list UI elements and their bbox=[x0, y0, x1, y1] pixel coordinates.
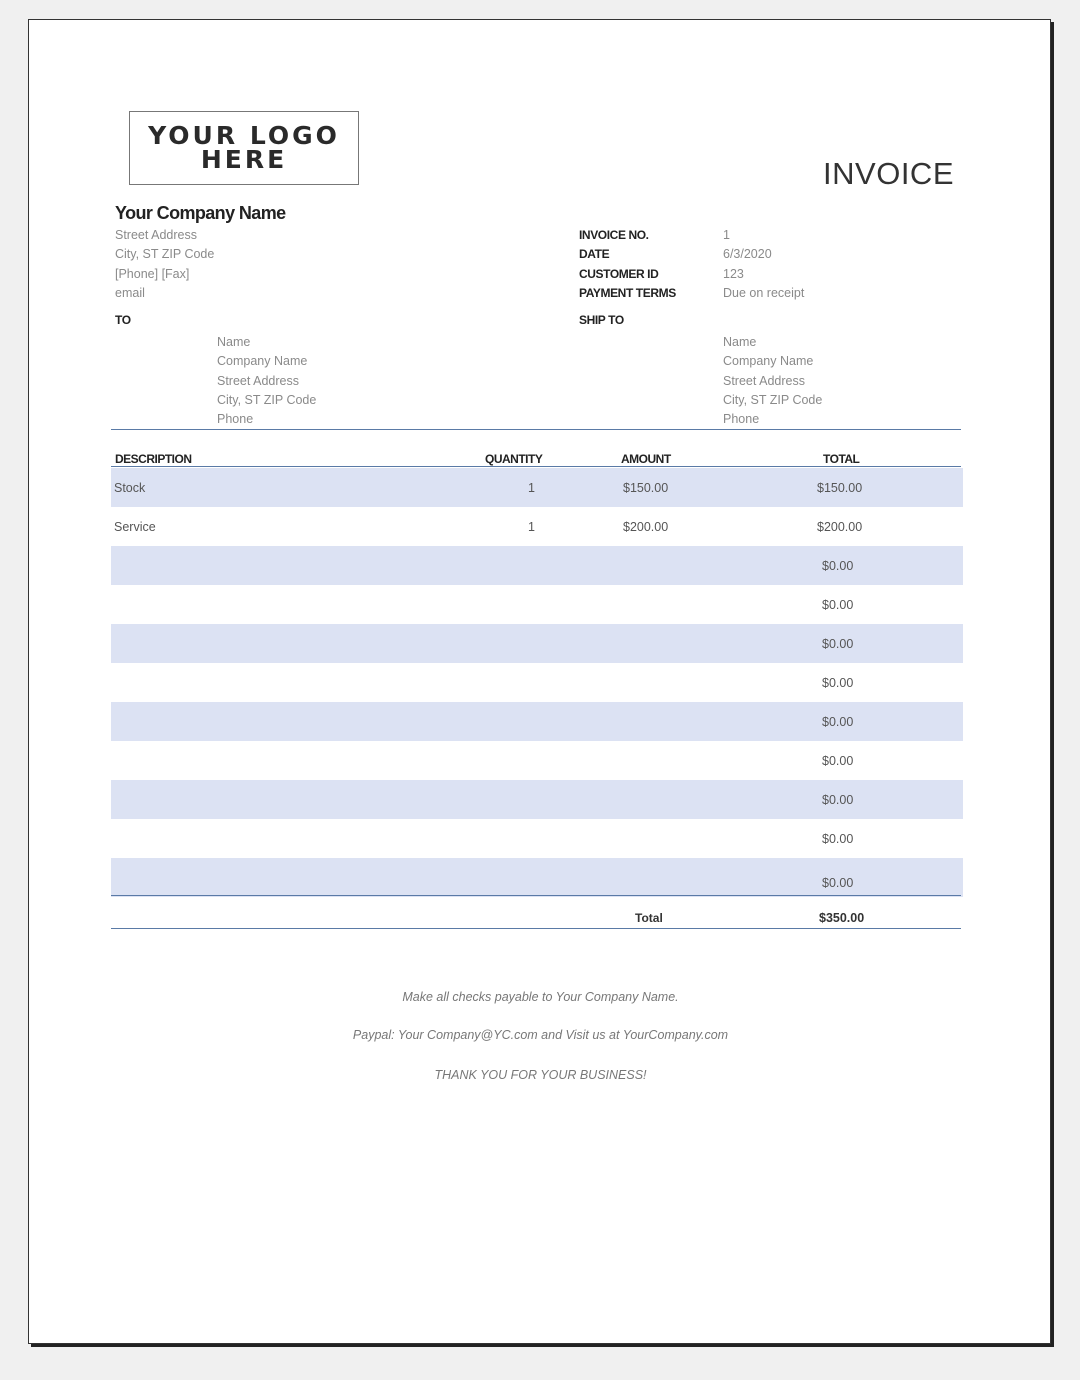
table-row bbox=[111, 858, 963, 897]
total-rule bbox=[111, 928, 961, 929]
ship-phone: Phone bbox=[723, 412, 760, 427]
table-row bbox=[111, 780, 963, 819]
table-row bbox=[111, 663, 963, 702]
company-phone-fax: [Phone] [Fax] bbox=[115, 266, 190, 281]
table-row bbox=[111, 507, 963, 546]
meta-label-date: DATE bbox=[579, 247, 610, 262]
to-phone: Phone bbox=[217, 412, 254, 427]
header-description: DESCRIPTION bbox=[115, 452, 192, 466]
company-street: Street Address bbox=[115, 228, 197, 242]
row-total: $0.00 bbox=[822, 598, 854, 612]
to-name: Name bbox=[217, 335, 251, 349]
invoice-meta-values bbox=[723, 226, 804, 303]
row-total: $0.00 bbox=[822, 559, 854, 573]
footer-checks-note: Make all checks payable to Your Company Name. bbox=[402, 990, 679, 1004]
table-row bbox=[111, 624, 963, 663]
row-description: Service bbox=[114, 520, 156, 534]
ship-street: Street Address bbox=[723, 373, 805, 388]
meta-label-invoice-no: INVOICE NO. bbox=[579, 228, 649, 242]
logo-line-2: HERE bbox=[200, 145, 288, 174]
row-total: $0.00 bbox=[822, 676, 854, 690]
meta-value-customer-id: 123 bbox=[723, 266, 744, 281]
row-total: $0.00 bbox=[822, 715, 854, 729]
meta-value-invoice-no: 1 bbox=[723, 228, 730, 242]
company-email: email bbox=[115, 285, 145, 300]
header-total: TOTAL bbox=[823, 452, 860, 466]
ship-to-address bbox=[723, 333, 822, 429]
to-city: City, ST ZIP Code bbox=[217, 392, 317, 407]
company-address-block bbox=[115, 226, 214, 303]
total-label: Total bbox=[635, 911, 663, 925]
row-amount: $150.00 bbox=[623, 481, 669, 495]
table-bottom-rule bbox=[111, 895, 961, 896]
table-row bbox=[111, 546, 963, 585]
table-top-rule bbox=[111, 429, 961, 430]
to-company: Company Name bbox=[217, 354, 308, 369]
ship-name: Name bbox=[723, 335, 757, 349]
ship-company: Company Name bbox=[723, 354, 814, 369]
meta-label-payment-terms: PAYMENT TERMS bbox=[579, 285, 676, 300]
row-total: $200.00 bbox=[817, 520, 863, 534]
row-total: $0.00 bbox=[822, 793, 854, 807]
company-name: Your Company Name bbox=[115, 203, 286, 223]
table-row bbox=[111, 819, 963, 858]
row-total: $0.00 bbox=[822, 832, 854, 846]
row-total: $0.00 bbox=[822, 754, 854, 768]
to-label: TO bbox=[115, 313, 131, 327]
row-total: $0.00 bbox=[822, 876, 854, 890]
footer-thank-you: THANK YOU FOR YOUR BUSINESS! bbox=[434, 1068, 647, 1082]
row-total: $0.00 bbox=[822, 637, 854, 651]
header-amount: AMOUNT bbox=[621, 452, 671, 466]
table-row bbox=[111, 468, 963, 507]
table-header-rule bbox=[111, 466, 961, 467]
logo-placeholder bbox=[129, 111, 359, 185]
to-street: Street Address bbox=[217, 373, 299, 388]
table-row bbox=[111, 702, 963, 741]
footer-paypal-note: Paypal: Your Company@YC.com and Visit us at YourCompany.com bbox=[352, 1028, 729, 1042]
ship-city: City, ST ZIP Code bbox=[723, 392, 823, 407]
row-amount: $200.00 bbox=[623, 520, 669, 534]
invoice-title: INVOICE bbox=[823, 156, 954, 191]
company-city: City, ST ZIP Code bbox=[115, 247, 215, 262]
invoice-meta-labels bbox=[579, 226, 676, 303]
row-quantity: 1 bbox=[528, 481, 535, 495]
row-quantity: 1 bbox=[528, 520, 535, 534]
ship-to-label: SHIP TO bbox=[579, 313, 624, 327]
invoice-page bbox=[28, 19, 1051, 1344]
header-quantity: QUANTITY bbox=[485, 452, 543, 466]
meta-value-payment-terms: Due on receipt bbox=[723, 285, 805, 300]
row-total: $150.00 bbox=[817, 481, 863, 495]
meta-label-customer-id: CUSTOMER ID bbox=[579, 266, 659, 281]
table-row bbox=[111, 585, 963, 624]
row-description: Stock bbox=[114, 481, 146, 495]
logo-line-1: YOUR LOGO bbox=[148, 121, 340, 150]
bill-to-address bbox=[217, 333, 316, 429]
grand-total: $350.00 bbox=[819, 911, 865, 925]
table-row bbox=[111, 741, 963, 780]
meta-value-date: 6/3/2020 bbox=[723, 247, 772, 262]
